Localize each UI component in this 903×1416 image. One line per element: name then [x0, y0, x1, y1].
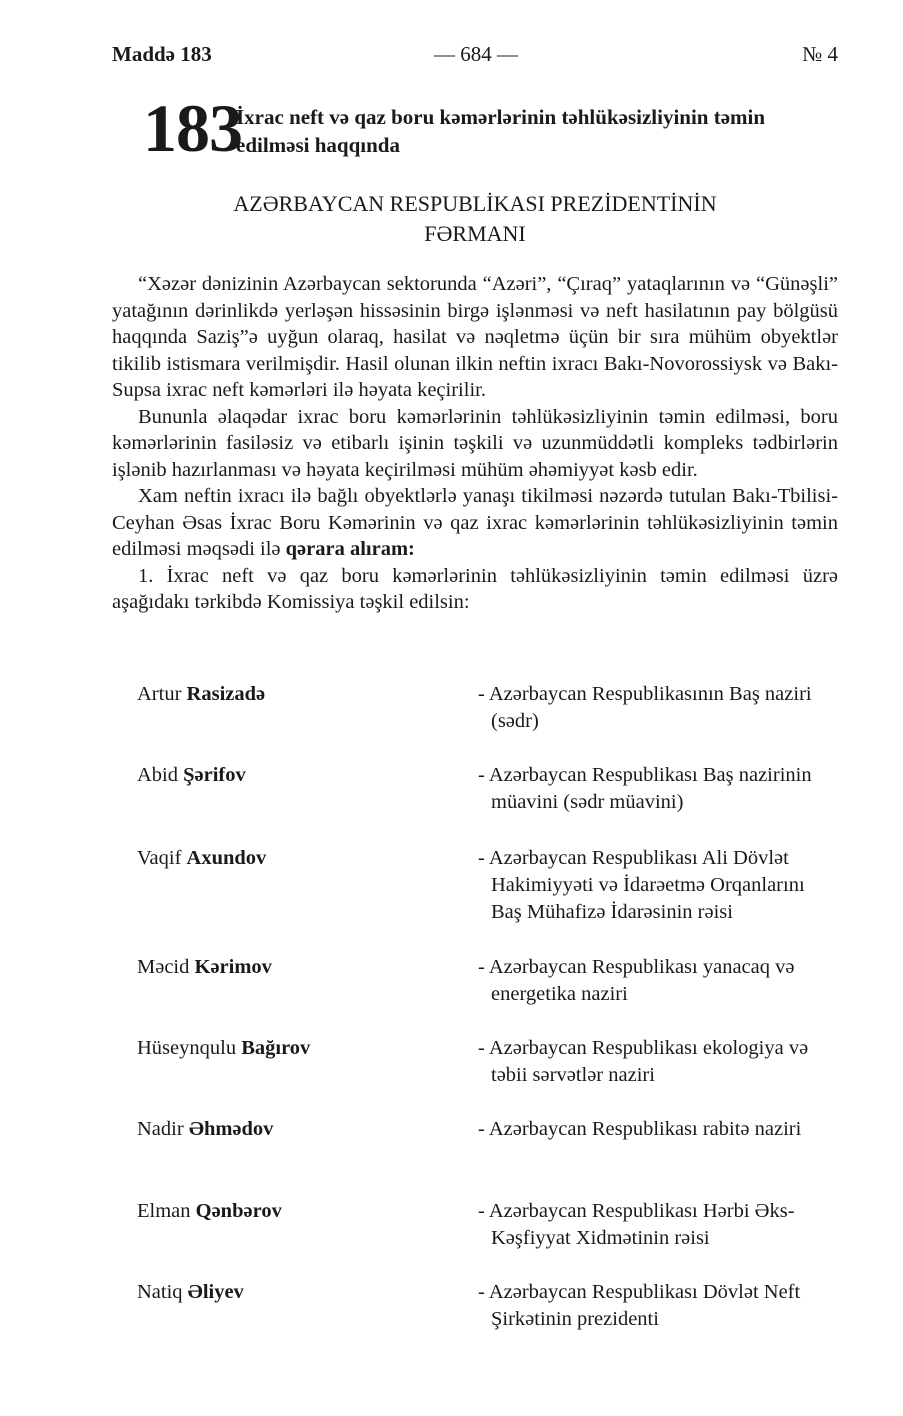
page-number: — 684 — [434, 42, 518, 66]
member-surname: Qənbərov [195, 1200, 282, 1222]
member-role: - Azərbaycan Respublikası ekologiya və təbii sərvətlər naziri [478, 1037, 809, 1086]
member-name [137, 1198, 467, 1225]
member-name [137, 954, 467, 981]
member-role: - Azərbaycan Respublikasının Baş naziri (sədr) [478, 683, 812, 732]
member-role: - Azərbaycan Respublikası Ali Dövlət Hakimiyyəti və İdarəetmə Orqanlarını Baş Mühafizə İdarəsinin rəisi [478, 847, 805, 923]
member-surname: Rasizadə [186, 683, 266, 705]
member-first-name: Məcid [137, 956, 190, 978]
member-name [137, 1279, 467, 1306]
member-surname: Əliyev [187, 1281, 244, 1303]
decree-heading-line2: FƏRMANI [424, 221, 526, 246]
member-first-name: Artur [137, 683, 182, 705]
member-first-name: Abid [137, 764, 178, 786]
member-surname: Bağırov [241, 1037, 311, 1059]
issue-number: № 4 [802, 42, 838, 66]
member-role: - Azərbaycan Respublikası rabitə naziri [478, 1118, 802, 1140]
clause-1: 1. İxrac neft və qaz boru kəmərlərinin təhlükəsizliyinin təmin edilməsi üzrə aşağıdakı tərkibdə Komissiya təşkil edilsin: [112, 564, 838, 613]
member-role: - Azərbaycan Respublikası yanacaq və energetika naziri [478, 956, 795, 1005]
member-role: - Azərbaycan Respublikası Dövlət Neft Şirkətinin prezidenti [478, 1281, 801, 1330]
document-number: 183 [143, 90, 242, 166]
decision-phrase: qərara alıram: [285, 538, 415, 560]
member-first-name: Hüseynqulu [137, 1037, 237, 1059]
running-head [112, 42, 838, 72]
paragraph-3-text: Xam neftin ixracı ilə bağlı obyektlərlə yanaşı tikilməsi nəzərdə tutulan Bakı-Tbilisi-Ceyhan Əsas İxrac Boru Kəmərinin və qaz ixrac kəmərlərinin təhlükəsizliyinin təmin edilməsi məqsədi ilə [112, 485, 838, 560]
member-name [137, 681, 467, 708]
member-name [137, 762, 467, 789]
paragraph-1: “Xəzər dənizinin Azərbaycan sektorunda “Azəri”, “Çıraq” yataqlarının və “Günəşli” yatağının dərinlikdə yerləşən hissəsinin birgə işlənməsi və neft hasilatının pay bölgüsü haqqında Saziş”ə uyğun olaraq, hasilat və nəqletmə üçün bir sıra mühüm obyektlər tikilib istismara verilmişdir. Hasil olunan ilkin neftin ixracı Bakı-Novorossiysk və Bakı-Supsa ixrac neft kəmərləri ilə həyata keçirilir. [112, 273, 838, 401]
member-first-name: Nadir [137, 1118, 184, 1140]
member-first-name: Vaqif [137, 847, 182, 869]
member-surname: Əhmədov [188, 1118, 274, 1140]
paragraph-3 [112, 483, 838, 563]
member-first-name: Elman [137, 1200, 191, 1222]
member-role: - Azərbaycan Respublikası Baş nazirinin müavini (sədr müavini) [478, 764, 812, 813]
member-name [137, 845, 467, 872]
member-role: - Azərbaycan Respublikası Hərbi Əks-Kəşfiyyat Xidmətinin rəisi [478, 1200, 795, 1249]
member-name [137, 1035, 467, 1062]
decree-body [112, 271, 838, 616]
member-surname: Kərimov [194, 956, 272, 978]
member-surname: Şərifov [183, 764, 246, 786]
article-label: Maddə 183 [112, 42, 212, 66]
member-name [137, 1116, 467, 1143]
paragraph-2: Bununla əlaqədar ixrac boru kəmərlərinin təhlükəsizliyinin təmin edilməsi, boru kəmərlərinin fasiləsiz və etibarlı işinin təşkili və uzunmüddətli kompleks tədbirlərin işlənib hazırlanması və həyata keçirilməsi mühüm əhəmiyyət kəsb edir. [112, 405, 838, 481]
member-first-name: Natiq [137, 1281, 183, 1303]
document-title: İxrac neft və qaz boru kəmərlərinin təhlükəsizliyinin təmin edilməsi haqqında [236, 105, 766, 157]
decree-heading-line1: AZƏRBAYCAN RESPUBLİKASI PREZİDENTİNİN [233, 191, 717, 216]
member-surname: Axundov [186, 847, 267, 869]
